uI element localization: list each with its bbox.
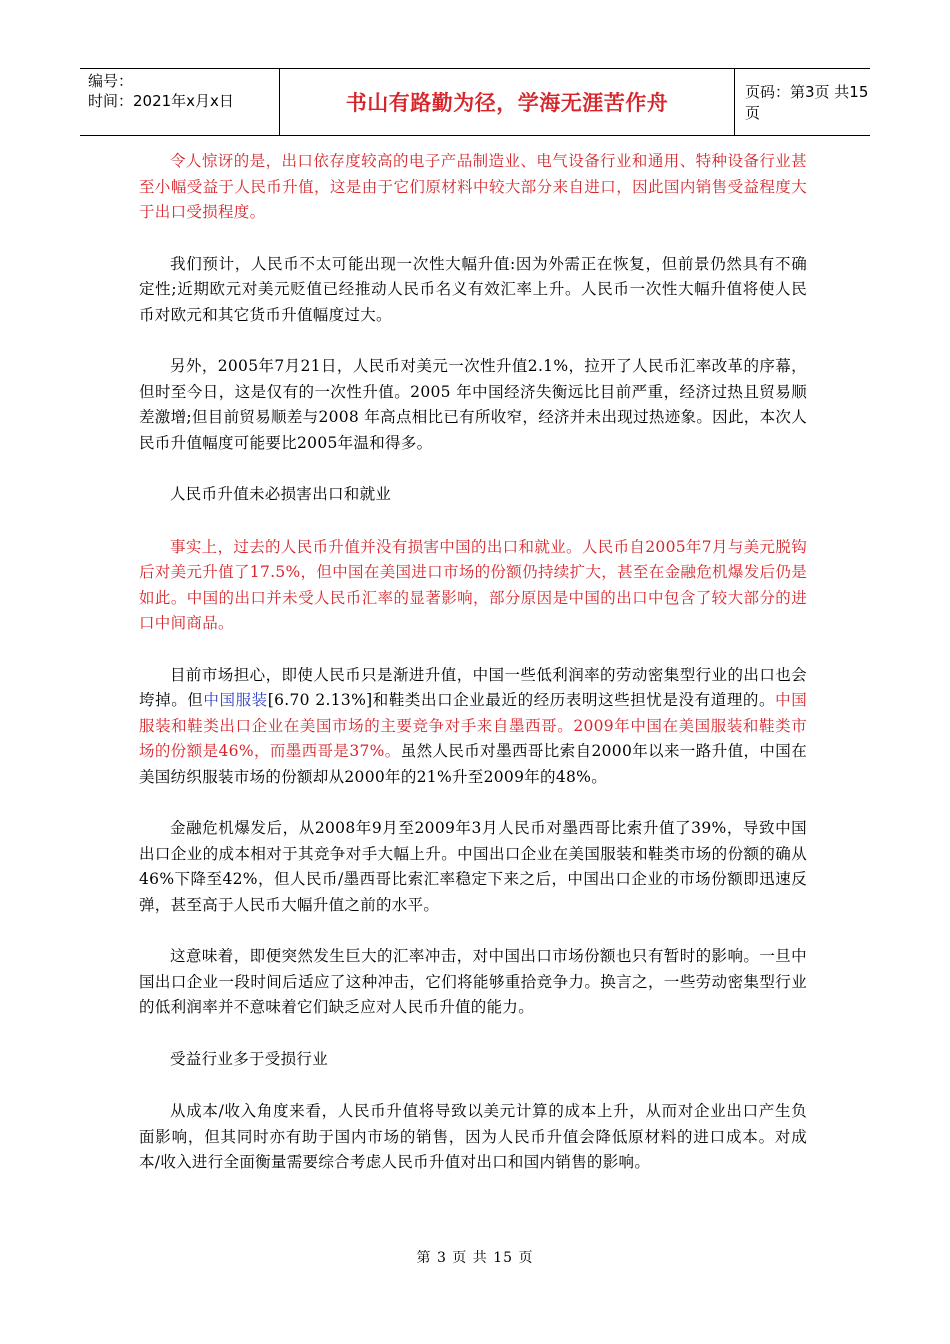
china-garment-link[interactable]: 中国服装 xyxy=(203,691,268,709)
document-number: 编号： xyxy=(88,72,134,90)
paragraph-garment-footwear xyxy=(139,663,807,791)
section-heading-exports: 人民币升值未必损害出口和就业 xyxy=(170,485,392,503)
paragraph-financial-crisis: 金融危机爆发后，从2008年9月至2009年3月人民币对墨西哥比索升值了39%，导致中国出口企业的成本相对于其竞争对手大幅上升。中国出口企业在美国服装和鞋类市场的份额的确从46%下降至42%，但人民币/墨西哥比索汇率稳定下来之后，中国出口企业的市场份额即迅速反弹，甚至高于人民币大幅升值之前的水平。 xyxy=(139,819,807,914)
paragraph-2005-revaluation: 另外，2005年7月21日，人民币对美元一次性升值2.1%，拉开了人民币汇率改革的序幕，但时至今日，这是仅有的一次性升值。2005 年中国经济失衡远比目前严重，经济过热且贸易顺差激增;但目前贸易顺差与2008 年高点相比已有所收窄，经济并未出现过热迹象。因此，本次人民币升值幅度可能要比2005年温和得多。 xyxy=(139,357,807,452)
header-meta xyxy=(80,69,280,135)
page-footer: 第 3 页 共 15 页 xyxy=(416,1250,534,1266)
header-motto: 书山有路勤为径，学海无涯苦作舟 xyxy=(280,69,735,135)
paragraph-text: [6.70 2.13%]和鞋类出口企业最近的经历表明这些担忧是没有道理的。 xyxy=(267,691,776,709)
document-date: 时间：2021年x月x日 xyxy=(88,92,234,110)
paragraph-text: 虽然人民币对墨西哥比索自2000年以来一路升值，中国在美国纺织服装市场的份额却从2000年的21%升至2009年的48%。 xyxy=(139,742,807,786)
paragraph-cost-revenue: 从成本/收入角度来看，人民币升值将导致以美元计算的成本上升，从而对企业出口产生负面影响，但其同时亦有助于国内市场的销售，因为人民币升值会降低原材料的进口成本。对成本/收入进行全面衡量需要综合考虑人民币升值对出口和国内销售的影响。 xyxy=(139,1102,807,1171)
article-body xyxy=(139,149,807,1202)
header-page-number: 页码：第3页 共15页 xyxy=(745,83,869,122)
paragraph-text: 目前市场担心，即使人民币只是渐进升值，中国一些低利润率的劳动密集型行业的出口也会垮掉。但 xyxy=(139,665,807,709)
paragraph-forecast: 我们预计，人民币不太可能出现一次性大幅升值:因为外需正在恢复，但前景仍然具有不确定性;近期欧元对美元贬值已经推动人民币名义有效汇率上升。人民币一次性大幅升值将使人民币对欧元和其它货币升值幅度过大。 xyxy=(139,254,807,324)
paragraph-highlight: 中国服装和鞋类出口企业在美国市场的主要竞争对手来自墨西哥。2009年中国在美国服装和鞋类市场的份额是46%，而墨西哥是37%。 xyxy=(139,691,808,760)
section-heading-industries: 受益行业多于受损行业 xyxy=(170,1049,329,1068)
page-header xyxy=(80,68,870,136)
paragraph-export-facts: 事实上，过去的人民币升值并没有损害中国的出口和就业。人民币自2005年7月与美元脱钩后对美元升值了17.5%，但中国在美国进口市场的份额仍持续扩大，甚至在金融危机爆发后仍是如此。中国的出口并未受人民币汇率的显著影响，部分原因是中国的出口中包含了较大部分的进口中间商品。 xyxy=(139,537,807,632)
paragraph-shock-effect: 这意味着，即便突然发生巨大的汇率冲击，对中国出口市场份额也只有暂时的影响。一旦中国出口企业一段时间后适应了这种冲击，它们将能够重拾竞争力。换言之，一些劳动密集型行业的低利润率并不意味着它们缺乏应对人民币升值的能力。 xyxy=(139,947,807,1016)
paragraph-surprise: 令人惊讶的是，出口依存度较高的电子产品制造业、电气设备行业和通用、特种设备行业甚至小幅受益于人民币升值，这是由于它们原材料中较大部分来自进口，因此国内销售受益程度大于出口受损程度。 xyxy=(139,152,807,221)
